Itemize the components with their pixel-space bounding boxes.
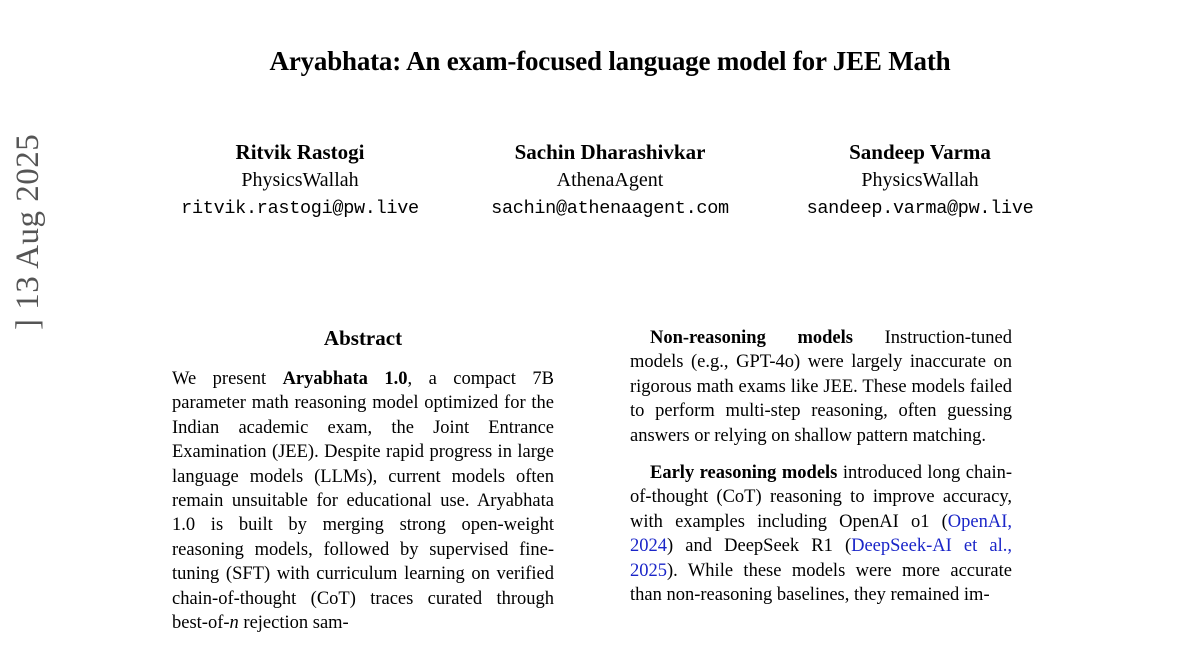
paragraph-text: Instruction-tuned models (e.g., GPT-4o) were largely inaccurate on rigorous math exams like JEE. These models failed to perform multi-step reasoning, often guessing answers or relying on shallow pattern matching. — [630, 328, 1012, 446]
author-name: Sandeep Varma — [849, 140, 991, 164]
author-block — [460, 138, 760, 224]
paragraph-text-b: ) and DeepSeek R1 ( — [667, 536, 852, 557]
author-name: Ritvik Rastogi — [235, 140, 365, 164]
right-column — [630, 326, 1012, 620]
author-email[interactable]: ritvik.rastogi@pw.live — [181, 198, 419, 219]
abstract-lead: We present — [172, 369, 283, 389]
two-column-body — [0, 326, 1200, 656]
author-affiliation: PhysicsWallah — [241, 169, 359, 191]
runin-heading-early-reasoning: Early reasoning models — [650, 463, 838, 484]
abstract-rest: , a compact 7B parameter math reasoning model optimized for the Indian academic exam, the Joint Entrance Examination (JEE). Despite rapid progress in large language models (LLMs), current models often remain unsuitable for educational use. Aryabhata 1.0 is built by merging strong open-weight reasoning models, followed by supervised fine-tuning (SFT) with curriculum learning on verified chain-of-thought (CoT) traces curated through best-of- — [172, 369, 554, 634]
author-email[interactable]: sachin@athenaagent.com — [491, 198, 729, 219]
abstract-paragraph — [172, 367, 554, 635]
citation-link-openai[interactable]: OpenAI, 2024 — [630, 511, 1012, 557]
paragraph-non-reasoning-models — [630, 326, 1012, 448]
paragraph-early-reasoning-models — [630, 461, 1012, 607]
abstract-tail: rejection sam- — [238, 613, 349, 634]
left-column — [172, 326, 554, 648]
math-variable-n: n — [229, 613, 239, 634]
author-block — [770, 138, 1070, 224]
author-name: Sachin Dharashivkar — [514, 140, 706, 164]
abstract-heading: Abstract — [323, 326, 403, 350]
arxiv-stamp: ] 13 Aug 2025 — [10, 133, 46, 330]
paragraph-text-c: ). While these models were more accurate than non-reasoning baselines, they remained im- — [630, 560, 1012, 606]
runin-heading-non-reasoning: Non-reasoning models — [650, 328, 853, 348]
author-email[interactable]: sandeep.varma@pw.live — [806, 198, 1034, 219]
citation-link-deepseek[interactable]: DeepSeek-AI et al., 2025 — [630, 536, 1012, 581]
author-block — [150, 138, 450, 224]
model-name-bold: Aryabhata 1.0 — [282, 369, 408, 389]
author-list — [150, 138, 1070, 224]
author-affiliation: AthenaAgent — [556, 169, 664, 191]
author-affiliation: PhysicsWallah — [861, 169, 979, 191]
page-title: Aryabhata: An exam-focused language model for JEE Math — [269, 46, 951, 76]
paragraph-text-a: introduced long chain-of-thought (CoT) reasoning to improve accuracy, with examples including OpenAI o1 ( — [630, 463, 1012, 532]
